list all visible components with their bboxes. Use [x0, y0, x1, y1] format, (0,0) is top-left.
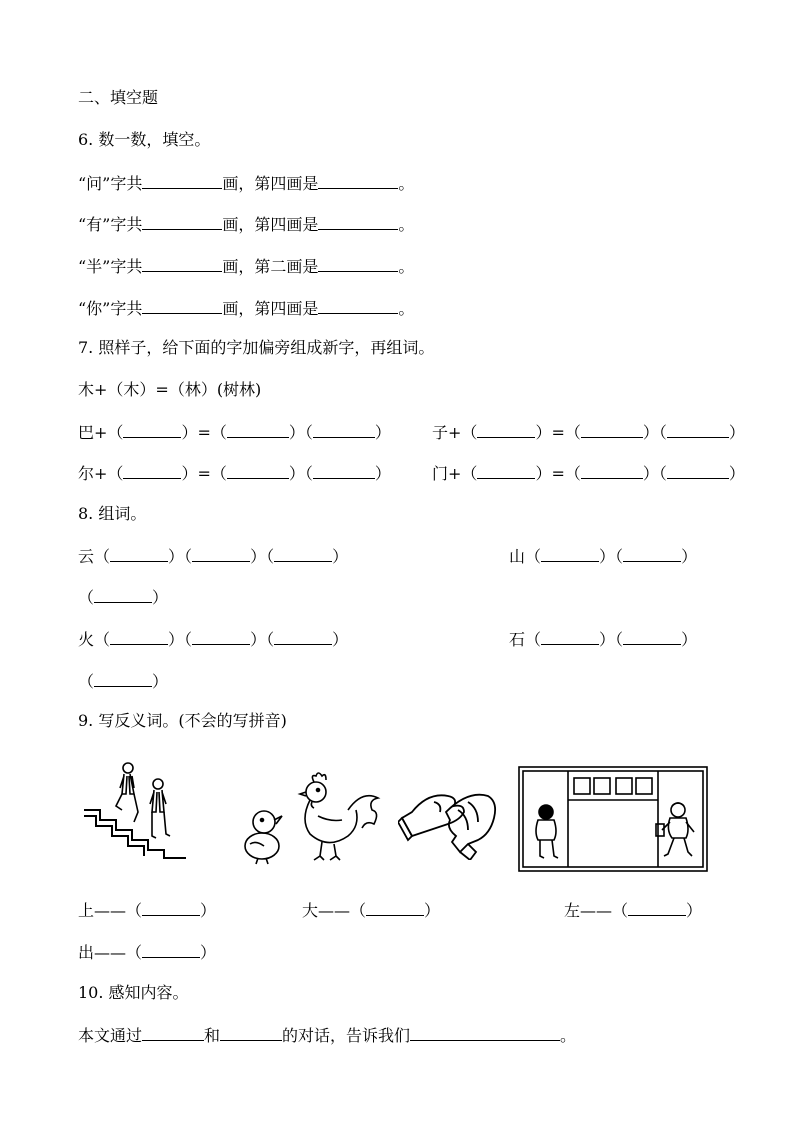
paren-open: （: [94, 630, 111, 649]
q9-item-2-word: 大——: [302, 901, 351, 920]
q8-item-3-blank-3[interactable]: [274, 628, 332, 645]
gloves-illustration: [398, 782, 498, 860]
q8-item-4-char: 石: [509, 630, 526, 649]
q8-item-2-blank-1[interactable]: [541, 545, 599, 562]
q8-item-4: [509, 628, 697, 650]
q8-item-4-blank-3[interactable]: [94, 670, 152, 687]
q8-item-2-blank-3[interactable]: [94, 586, 152, 603]
q6-title: 6. 数一数，填空。: [78, 130, 211, 149]
q9-item-1-word: 上——: [78, 901, 127, 920]
paren-close: ）: [642, 464, 659, 483]
q7-item-1-char-blank[interactable]: [227, 421, 289, 438]
q9-item-1-blank[interactable]: [142, 899, 200, 916]
q10-blank-3[interactable]: [410, 1024, 560, 1041]
q10-blank-2[interactable]: [220, 1024, 282, 1041]
q6-row-4-end: 。: [398, 299, 415, 318]
paren-open: （: [525, 547, 542, 566]
q7-example: 木+（木）=（林）(树林): [78, 380, 262, 399]
paren-close: ）: [681, 547, 698, 566]
q8-item-3-blank-1[interactable]: [110, 628, 168, 645]
paren-close: ）: [374, 464, 391, 483]
q10-part-2: 和: [204, 1026, 221, 1045]
q7-item-3-char-blank[interactable]: [227, 462, 289, 479]
q9-item-4-word: 出——: [78, 943, 127, 962]
paren-open: （: [210, 423, 227, 442]
q7-item-3-word-blank[interactable]: [313, 462, 375, 479]
q7-item-2-char-blank[interactable]: [581, 421, 643, 438]
q6-row-2-end: 。: [398, 215, 415, 234]
q6-row-1-char: “问”字共: [78, 174, 143, 193]
q9-item-3-word: 左——: [564, 901, 613, 920]
q8-item-3-char: 火: [78, 630, 95, 649]
q8-item-3-blank-2[interactable]: [192, 628, 250, 645]
section-title: 二、填空题: [78, 88, 159, 107]
q6-row-2-stroke-blank[interactable]: [318, 213, 398, 230]
q8-item-1-blank-2[interactable]: [192, 545, 250, 562]
paren-close: ）: [681, 630, 698, 649]
paren-close: ）: [288, 464, 305, 483]
q8-item-4-blank-1[interactable]: [541, 628, 599, 645]
q9-item-3-blank[interactable]: [628, 899, 686, 916]
paren-open: （: [266, 547, 275, 566]
q9-item-2-blank[interactable]: [366, 899, 424, 916]
q6-row-3: [78, 255, 414, 277]
paren-open: （: [658, 423, 667, 442]
paren-close: ）: [332, 547, 349, 566]
paren-open: （: [461, 464, 478, 483]
paren-open: （: [461, 423, 478, 442]
q7-item-1-word-blank[interactable]: [313, 421, 375, 438]
q8-item-2: [509, 545, 697, 567]
q6-row-2-mid: 画，第四画是: [222, 215, 319, 234]
q7-item-2-char: 子+: [432, 423, 462, 442]
paren-close: ）: [152, 588, 169, 607]
paren-open: （: [78, 672, 95, 691]
q6-row-3-mid: 画，第二画是: [222, 257, 319, 276]
q7-item-2: [432, 421, 745, 443]
paren-open: （: [266, 630, 275, 649]
paren-open: （: [184, 547, 193, 566]
q7-item-3-radical-blank[interactable]: [123, 462, 181, 479]
q7-item-4-word-blank[interactable]: [667, 462, 729, 479]
q8-item-2-blank-2[interactable]: [623, 545, 681, 562]
q8-item-1-blank-3[interactable]: [274, 545, 332, 562]
paren-close: ）: [200, 943, 217, 962]
q6-row-1-stroke-blank[interactable]: [318, 172, 398, 189]
chick-rooster-illustration: [238, 770, 386, 868]
door-scene-illustration: [518, 766, 708, 872]
q10-title: 10. 感知内容。: [78, 983, 189, 1002]
equals-sign: =: [197, 423, 211, 442]
paren-open: （: [78, 588, 95, 607]
paren-close: ）: [535, 464, 552, 483]
q10-end: 。: [560, 1026, 577, 1045]
paren-close: ）: [424, 901, 441, 920]
q9-title: 9. 写反义词。(不会的写拼音): [78, 711, 287, 730]
paren-open: （: [350, 901, 367, 920]
paren-open: （: [304, 464, 313, 483]
paren-open: （: [184, 630, 193, 649]
paren-close: ）: [374, 423, 391, 442]
q7-item-4-radical-blank[interactable]: [477, 462, 535, 479]
paren-open: （: [658, 464, 667, 483]
paren-close: ）: [181, 464, 198, 483]
paren-close: ）: [728, 464, 745, 483]
q6-row-4-char: “你”字共: [78, 299, 143, 318]
q6-row-3-end: 。: [398, 257, 415, 276]
q8-item-1-char: 云: [78, 547, 95, 566]
q8-item-3: [78, 628, 348, 650]
q10-sentence: [78, 1024, 576, 1046]
q6-row-3-count-blank[interactable]: [142, 255, 222, 272]
q10-part-1: 本文通过: [78, 1026, 143, 1045]
q9-item-3: [564, 899, 702, 921]
paren-close: ）: [152, 672, 169, 691]
q10-part-3: 的对话，告诉我们: [282, 1026, 411, 1045]
q7-item-2-radical-blank[interactable]: [477, 421, 535, 438]
q9-item-2: [302, 899, 440, 921]
paren-close: ）: [535, 423, 552, 442]
q7-item-3: [78, 462, 391, 484]
paren-open: （: [107, 423, 124, 442]
paren-close: ）: [250, 630, 267, 649]
paren-open: （: [94, 547, 111, 566]
q8-item-2-wrap: [78, 586, 168, 608]
q9-item-1: [78, 899, 216, 921]
q8-item-1: [78, 545, 348, 567]
paren-open: （: [612, 901, 629, 920]
paren-close: ）: [642, 423, 659, 442]
equals-sign: =: [551, 423, 565, 442]
stairs-illustration: [82, 758, 190, 862]
q8-item-2-char: 山: [509, 547, 526, 566]
q6-row-4-mid: 画，第四画是: [222, 299, 319, 318]
paren-open: （: [304, 423, 313, 442]
q8-item-4-blank-2[interactable]: [623, 628, 681, 645]
q6-row-2-count-blank[interactable]: [142, 213, 222, 230]
q6-row-3-char: “半”字共: [78, 257, 143, 276]
q9-item-4-blank[interactable]: [142, 941, 200, 958]
paren-close: ）: [168, 547, 185, 566]
q7-item-1: [78, 421, 391, 443]
q6-row-1-end: 。: [398, 174, 415, 193]
paren-open: （: [210, 464, 227, 483]
paren-close: ）: [728, 423, 745, 442]
paren-close: ）: [288, 423, 305, 442]
paren-close: ）: [200, 901, 217, 920]
q7-item-4: [432, 462, 745, 484]
paren-close: ）: [332, 630, 349, 649]
equals-sign: =: [551, 464, 565, 483]
paren-open: （: [615, 547, 624, 566]
q7-item-4-char: 门+: [432, 464, 462, 483]
q6-row-1-mid: 画，第四画是: [222, 174, 319, 193]
paren-close: ）: [686, 901, 703, 920]
q9-item-4: [78, 941, 216, 963]
q7-item-4-char-blank[interactable]: [581, 462, 643, 479]
q8-item-1-blank-1[interactable]: [110, 545, 168, 562]
paren-close: ）: [168, 630, 185, 649]
paren-open: （: [564, 423, 581, 442]
q6-row-3-stroke-blank[interactable]: [318, 255, 398, 272]
q7-item-1-radical-blank[interactable]: [123, 421, 181, 438]
paren-open: （: [126, 901, 143, 920]
paren-close: ）: [599, 547, 616, 566]
paren-open: （: [525, 630, 542, 649]
paren-open: （: [564, 464, 581, 483]
q6-row-4-count-blank[interactable]: [142, 297, 222, 314]
paren-open: （: [126, 943, 143, 962]
q6-row-1-count-blank[interactable]: [142, 172, 222, 189]
equals-sign: =: [197, 464, 211, 483]
q6-row-1: [78, 172, 414, 194]
q6-row-2: [78, 213, 414, 235]
paren-open: （: [107, 464, 124, 483]
q6-row-2-char: “有”字共: [78, 215, 143, 234]
q8-item-4-wrap: [78, 670, 168, 692]
q7-title: 7. 照样子，给下面的字加偏旁组成新字，再组词。: [78, 338, 435, 357]
paren-close: ）: [250, 547, 267, 566]
paren-close: ）: [599, 630, 616, 649]
q6-row-4: [78, 297, 414, 319]
q7-item-2-word-blank[interactable]: [667, 421, 729, 438]
q6-row-4-stroke-blank[interactable]: [318, 297, 398, 314]
q7-item-1-char: 巴+: [78, 423, 108, 442]
q10-blank-1[interactable]: [142, 1024, 204, 1041]
q7-item-3-char: 尔+: [78, 464, 108, 483]
q8-title: 8. 组词。: [78, 504, 147, 523]
paren-open: （: [615, 630, 624, 649]
paren-close: ）: [181, 423, 198, 442]
